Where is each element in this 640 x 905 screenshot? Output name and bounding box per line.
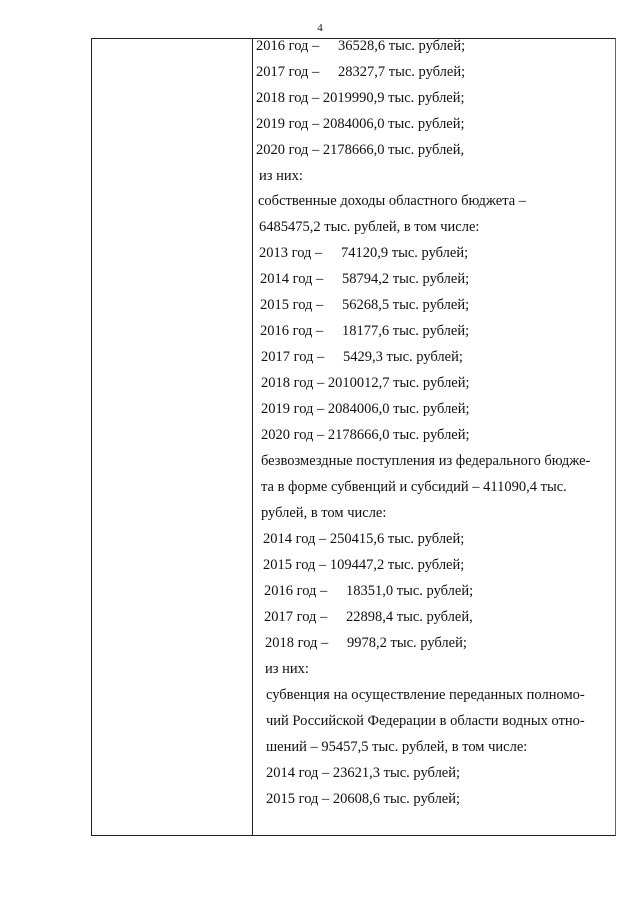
funding-line [264,608,473,626]
funding-line: безвозмездные поступления из федерального бюдже- [261,453,591,469]
year-label: 2016 год – [264,583,328,599]
amount-value: 56268,5 тыс. рублей; [342,297,470,313]
funding-line: чий Российской Федерации в области водных отно- [266,713,585,729]
amount-value: 36528,6 тыс. рублей; [338,38,466,54]
funding-line: собственные доходы областного бюджета – [258,193,527,209]
funding-line: 2019 год – 2084006,0 тыс. рублей; [256,116,465,132]
funding-line: 2015 год – 109447,2 тыс. рублей; [263,557,465,573]
year-label: 2016 год – [256,38,320,54]
year-label: 2015 год – [260,297,324,313]
year-label: 2017 год – [256,64,320,80]
funding-line: из них: [259,168,303,184]
funding-line: 2020 год – 2178666,0 тыс. рублей, [256,142,465,158]
amount-value: 74120,9 тыс. рублей; [341,245,469,261]
funding-line: 2020 год – 2178666,0 тыс. рублей; [261,427,470,443]
year-label: 2013 год – [259,245,323,261]
year-label: 2014 год – [260,271,324,287]
funding-line [259,244,468,262]
funding-line: субвенция на осуществление переданных полномо- [266,687,585,703]
amount-value: 5429,3 тыс. рублей; [343,349,463,365]
funding-line: 2014 год – 250415,6 тыс. рублей; [263,531,465,547]
funding-line: 2014 год – 23621,3 тыс. рублей; [266,765,461,781]
funding-line: шений – 95457,5 тыс. рублей, в том числе: [266,739,528,755]
amount-value: 28327,7 тыс. рублей; [338,64,466,80]
amount-value: 18177,6 тыс. рублей; [342,323,470,339]
funding-line: 2018 год – 2019990,9 тыс. рублей; [256,90,465,106]
funding-line [256,63,465,81]
amount-value: 22898,4 тыс. рублей, [346,609,473,625]
funding-line: 2019 год – 2084006,0 тыс. рублей; [261,401,470,417]
year-label: 2017 год – [261,349,325,365]
funding-line [260,296,469,314]
funding-line: из них: [265,661,309,677]
funding-line: 6485475,2 тыс. рублей, в том числе: [259,219,480,235]
funding-line [265,634,467,652]
funding-line [260,270,469,288]
year-label: 2016 год – [260,323,324,339]
funding-line: 2015 год – 20608,6 тыс. рублей; [266,791,461,807]
funding-line [260,322,469,340]
document-table [91,38,616,836]
funding-line [256,37,465,55]
column-divider [252,39,253,835]
funding-line: рублей, в том числе: [261,505,387,521]
funding-line [264,582,473,600]
amount-value: 9978,2 тыс. рублей; [347,635,467,651]
year-label: 2017 год – [264,609,328,625]
page-number: 4 [317,22,323,34]
amount-value: 58794,2 тыс. рублей; [342,271,470,287]
funding-line [261,348,463,366]
year-label: 2018 год – [265,635,329,651]
funding-line: та в форме субвенций и субсидий – 411090,4 тыс. [261,479,567,495]
funding-line: 2018 год – 2010012,7 тыс. рублей; [261,375,470,391]
amount-value: 18351,0 тыс. рублей; [346,583,474,599]
